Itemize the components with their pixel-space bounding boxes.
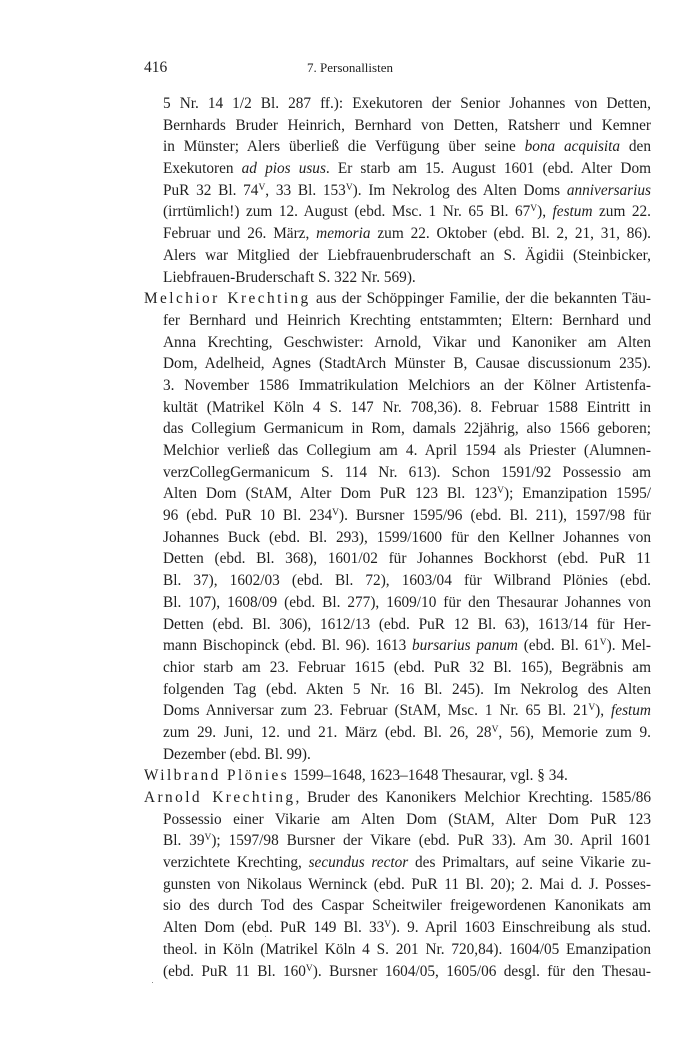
text-line	[144, 505, 651, 527]
text-run: Johannes Buck (ebd. Bl. 293), 1599/1600 für den Kellner Johannes von	[163, 528, 651, 546]
text-run: mann Bischopinck (ebd. Bl. 96). 1613	[163, 637, 412, 655]
text-line	[144, 397, 651, 419]
text-run: (ebd. Bl. 61	[517, 637, 600, 655]
text-line	[144, 483, 651, 505]
text-run: ). Bursner 1595/96 (ebd. Bl. 211), 1597/98 für	[338, 507, 651, 525]
text-run: fer Bernhard und Heinrich Krechting entstammten; Eltern: Bernhard und	[163, 311, 651, 329]
latin-term: secundus rector	[308, 854, 409, 872]
text-line	[144, 245, 651, 267]
text-line	[144, 527, 651, 549]
text-run: gunsten von Nikolaus Werninck (ebd. PuR 11 Bl. 20); 2. Mai d. J. Posses-	[163, 875, 651, 893]
body-text	[144, 93, 651, 982]
text-line	[144, 180, 651, 202]
text-run: (ebd. PuR 11 Bl. 160	[163, 962, 306, 980]
text-run: PuR 32 Bl. 74	[163, 181, 259, 199]
text-run: ). Im Nekrolog des Alten Doms	[352, 181, 567, 199]
text-line	[144, 961, 651, 983]
verso-superscript: V	[599, 637, 607, 648]
latin-term: bona acquisita	[524, 138, 621, 156]
verso-superscript: V	[332, 507, 339, 518]
text-run: (irrtümlich!) zum 12. August (ebd. Msc. 1 Nr. 65 Bl. 67	[163, 203, 531, 221]
person-name-heading: Melchior Krechting	[144, 290, 311, 308]
text-run: Dezember (ebd. Bl. 99).	[163, 745, 311, 763]
text-line	[144, 310, 651, 332]
verso-superscript: V	[497, 486, 504, 497]
person-name-heading: Arnold Krechting	[144, 789, 296, 806]
text-line	[144, 657, 651, 679]
text-run: aus der Schöppinger Familie, der die bekannten Täu-	[310, 290, 652, 308]
verso-superscript: V	[258, 182, 266, 193]
text-run: ). Bursner 1604/05, 1605/06 desgl. für den Thesau-	[312, 962, 651, 980]
text-line	[144, 830, 651, 852]
text-run: sio des durch Tod des Caspar Scheitwiler freigewordenen Kanonikats am	[163, 897, 651, 915]
text-line	[144, 765, 651, 787]
text-line	[144, 852, 651, 874]
text-run: folgenden Tag (ebd. Akten 5 Nr. 16 Bl. 245). Im Nekrolog des Alten	[163, 680, 651, 698]
text-line	[144, 201, 651, 223]
text-run: Doms Anniversar zum 23. Februar (StAM, Msc. 1 Nr. 65 Bl. 21	[163, 702, 589, 720]
text-run: des Primaltars, auf seine Vikarie zu-	[408, 854, 652, 872]
text-line	[144, 115, 651, 137]
text-run: Bl. 39	[163, 832, 205, 850]
text-run: ); Emanzipation 1595/	[503, 485, 652, 503]
text-run: zum 22. Oktober (ebd. Bl. 2, 21, 31, 86).	[370, 225, 651, 243]
text-line	[144, 592, 651, 614]
text-line	[144, 722, 651, 744]
text-line	[144, 895, 651, 917]
verso-superscript: V	[530, 204, 538, 215]
text-run: 1599–1648, 1623–1648 Thesaurar, vgl. § 34.	[289, 767, 568, 785]
verso-superscript: V	[204, 833, 212, 844]
text-line	[144, 375, 651, 397]
text-run: 96 (ebd. PuR 10 Bl. 234	[163, 507, 333, 525]
scan-speck	[152, 982, 153, 983]
text-run: Alten Dom (StAM, Alter Dom PuR 123 Bl. 123	[163, 485, 498, 503]
text-run: in Münster; Alers überließ die Verfügung über seine	[163, 138, 525, 156]
verso-superscript: V	[491, 724, 499, 735]
text-run: Alers war Mitglied der Liebfrauenbruderschaft an S. Ägidii (Steinbicker,	[163, 246, 651, 264]
text-run: , Bruder des Kanonikers Melchior Krechting. 1585/86	[295, 789, 651, 806]
text-line	[144, 570, 651, 592]
text-run: Anna Krechting, Geschwister: Arnold, Vikar und Kanoniker am Alten	[163, 333, 651, 351]
text-run: zum 22.	[592, 203, 651, 221]
text-run: den	[620, 138, 651, 156]
text-line	[144, 787, 651, 809]
text-line	[144, 679, 651, 701]
text-line	[144, 158, 651, 180]
text-run: kultät (Matrikel Köln 4 S. 147 Nr. 708,36). 8. Februar 1588 Eintritt in	[163, 398, 651, 416]
text-line	[144, 548, 651, 570]
verso-superscript: V	[305, 963, 313, 974]
latin-term: bursarius panum	[411, 637, 518, 655]
verso-superscript: V	[345, 182, 353, 193]
text-line	[144, 809, 651, 831]
text-run: Melchior verließ das Collegium am 4. April 1594 als Priester (Alumnen-	[163, 442, 651, 459]
text-line	[144, 939, 651, 961]
latin-term: memoria	[316, 225, 371, 243]
text-run: Februar und 26. März,	[163, 225, 317, 243]
text-line	[144, 93, 651, 115]
text-run: Alten Dom (ebd. PuR 149 Bl. 33	[163, 919, 385, 937]
latin-term: festum	[552, 203, 593, 221]
text-run: Detten (ebd. Bl. 368), 1601/02 für Johannes Bockhorst (ebd. PuR 11	[163, 550, 651, 568]
latin-term: anniversarius	[566, 181, 651, 199]
scan-speck	[265, 936, 266, 937]
text-run: Detten (ebd. Bl. 306), 1612/13 (ebd. PuR 12 Bl. 63), 1613/14 für Her-	[163, 615, 651, 633]
text-run: 5 Nr. 14 1/2 Bl. 287 ff.): Exekutoren der Senior Johannes von Detten,	[163, 95, 651, 112]
text-line	[144, 267, 651, 289]
text-line	[144, 223, 651, 245]
text-run: 3. November 1586 Immatrikulation Melchiors an der Kölner Artistenfa-	[163, 376, 651, 394]
text-run: verzCollegGermanicum S. 114 Nr. 613). Schon 1591/92 Possessio am	[163, 463, 651, 481]
text-line	[144, 917, 651, 939]
text-line	[144, 874, 651, 896]
text-run: das Collegium Germanicum in Rom, damals 22jährig, also 1566 geboren;	[163, 420, 651, 438]
text-line	[144, 418, 651, 440]
text-line	[144, 136, 651, 158]
text-line	[144, 353, 651, 375]
latin-term: ad pios usus	[241, 160, 326, 178]
text-run: , 33 Bl. 153	[265, 181, 346, 199]
text-run: . Er starb am 15. August 1601 (ebd. Alter Dom	[325, 160, 651, 178]
page-header	[0, 59, 700, 79]
text-run: ),	[595, 702, 612, 720]
verso-superscript: V	[384, 919, 392, 930]
text-run: Bl. 37), 1602/03 (ebd. Bl. 72), 1603/04 für Wilbrand Plönies (ebd.	[163, 572, 651, 590]
text-run: Liebfrauen-Bruderschaft S. 322 Nr. 569).	[163, 268, 416, 286]
text-run: verzichtete Krechting,	[163, 854, 309, 872]
text-line	[144, 288, 651, 310]
text-run: , 56), Memorie zum 9.	[498, 723, 651, 741]
text-line	[144, 700, 651, 722]
text-run: theol. in Köln (Matrikel Köln 4 S. 201 Nr. 720,84). 1604/05 Emanzipation	[163, 940, 651, 958]
text-line	[144, 440, 651, 462]
verso-superscript: V	[588, 703, 596, 714]
text-line	[144, 332, 651, 354]
text-line	[144, 744, 651, 766]
text-line	[144, 635, 651, 657]
text-run: Bl. 107), 1608/09 (ebd. Bl. 277), 1609/10 für den Thesaurar Johannes von	[163, 593, 651, 611]
text-line	[144, 614, 651, 636]
text-run: ). Mel-	[606, 637, 651, 655]
text-run: ). 9. April 1603 Einschreibung als stud.	[391, 919, 651, 937]
running-title: 7. Personallisten	[307, 60, 393, 75]
text-run: Exekutoren	[163, 160, 242, 178]
text-run: chior starb am 23. Februar 1615 (ebd. PuR 32 Bl. 165), Begräbnis am	[163, 658, 651, 676]
text-run: ),	[537, 203, 553, 221]
text-run: Possessio einer Vikarie am Alten Dom (StAM, Alter Dom PuR 123	[163, 810, 651, 828]
text-run: zum 29. Juni, 12. und 21. März (ebd. Bl. 26, 28	[163, 723, 492, 741]
text-run: Dom, Adelheid, Agnes (StadtArch Münster B, Causae discussionum 235).	[163, 355, 651, 373]
text-run: ); 1597/98 Bursner der Vikare (ebd. PuR 33). Am 30. April 1601	[211, 832, 651, 850]
page-number: 416	[144, 59, 168, 76]
text-run: Bernhards Bruder Heinrich, Bernhard von Detten, Ratsherr und Kemner	[163, 116, 651, 134]
text-line	[144, 462, 651, 484]
latin-term: festum	[611, 702, 651, 720]
person-name-heading: Wilbrand Plönies	[144, 767, 290, 785]
